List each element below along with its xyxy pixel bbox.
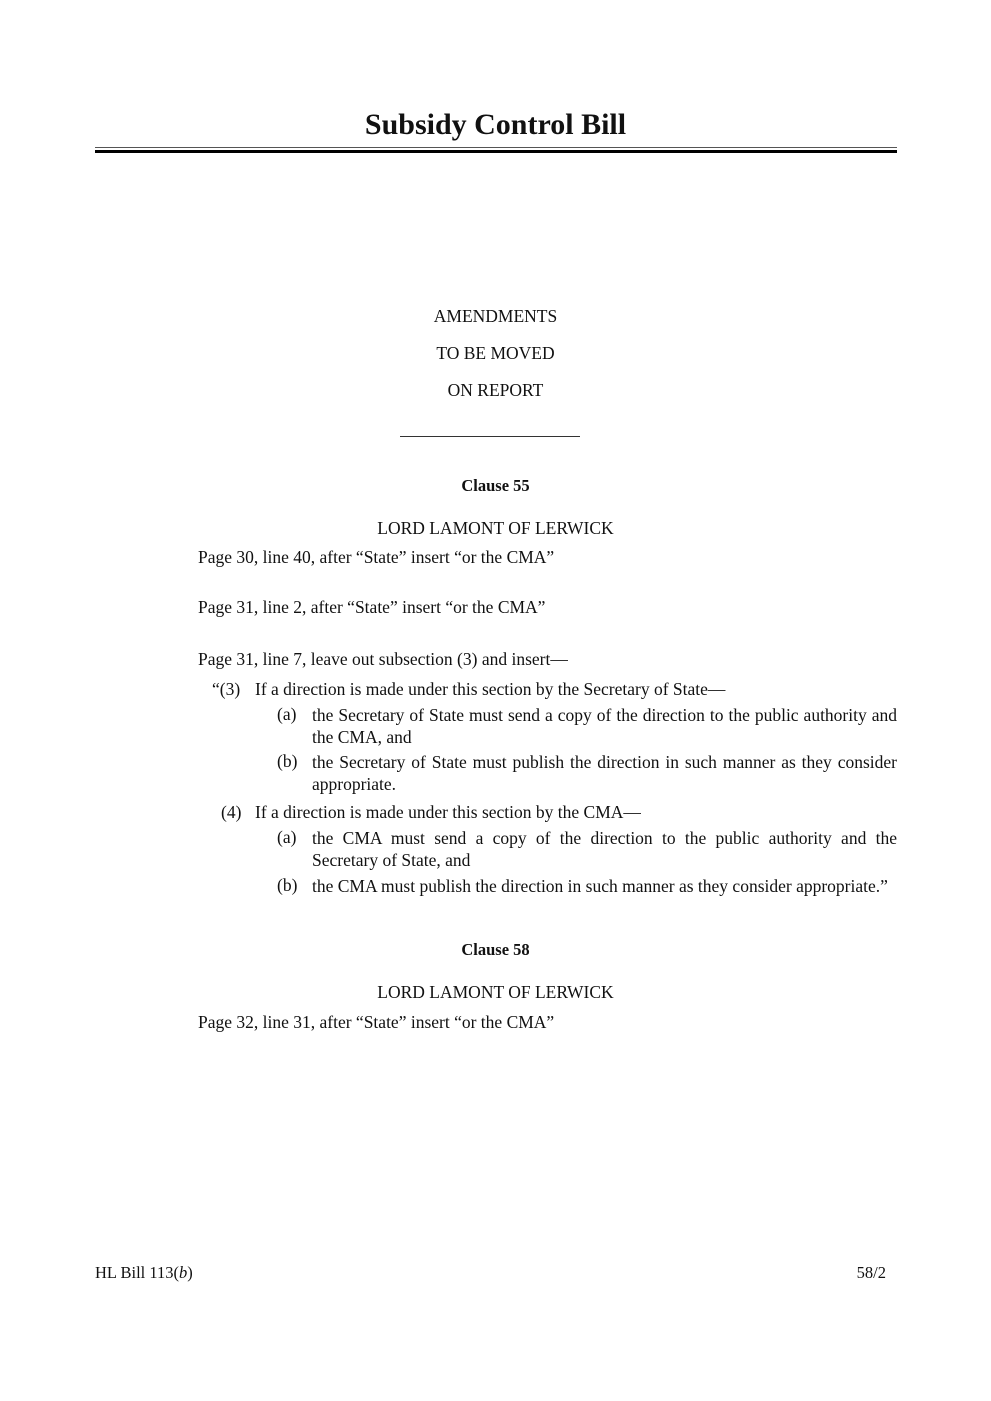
title-rule-thin bbox=[95, 147, 897, 148]
title-rule-thick bbox=[95, 150, 897, 153]
s4-para-a-text: the CMA must send a copy of the direction to the public authority and the Secretary of State, and bbox=[312, 828, 897, 870]
bill-number: HL Bill 113(b) bbox=[95, 1263, 193, 1282]
s3-para-a-label: (a) bbox=[277, 704, 297, 724]
heading-line-1: AMENDMENTS bbox=[433, 306, 558, 326]
clause-58-heading: Clause 58 bbox=[461, 940, 530, 959]
divider bbox=[400, 436, 580, 437]
page-reference: 58/2 bbox=[856, 1263, 886, 1282]
subsection-4-label: (4) bbox=[221, 802, 242, 822]
bill-title: Subsidy Control Bill bbox=[364, 108, 627, 141]
heading-line-2: TO BE MOVED bbox=[436, 343, 555, 363]
s4-para-b-label: (b) bbox=[277, 875, 298, 895]
s4-para-b-text: the CMA must publish the direction in such manner as they consider appropriate.” bbox=[312, 876, 888, 896]
clause-58-member: LORD LAMONT OF LERWICK bbox=[377, 982, 614, 1002]
subsection-3-text: If a direction is made under this section by the Secretary of State— bbox=[255, 679, 726, 699]
amendment-2: Page 31, line 2, after “State” insert “or the CMA” bbox=[198, 597, 546, 617]
s4-para-a-label: (a) bbox=[277, 827, 297, 847]
amendment-1: Page 30, line 40, after “State” insert “or the CMA” bbox=[198, 547, 555, 567]
subsection-4-text: If a direction is made under this section by the CMA— bbox=[255, 802, 641, 822]
amendment-4: Page 32, line 31, after “State” insert “or the CMA” bbox=[198, 1012, 555, 1032]
clause-55-heading: Clause 55 bbox=[461, 476, 530, 495]
s3-para-b-label: (b) bbox=[277, 751, 298, 771]
s3-para-a-text: the Secretary of State must send a copy of the direction to the public authority and the CMA, and bbox=[312, 705, 897, 747]
clause-55-member: LORD LAMONT OF LERWICK bbox=[377, 518, 614, 538]
heading-line-3: ON REPORT bbox=[447, 380, 544, 400]
subsection-3-label: “(3) bbox=[212, 679, 241, 699]
amendment-3: Page 31, line 7, leave out subsection (3) and insert— bbox=[198, 649, 568, 669]
s3-para-b-text: the Secretary of State must publish the direction in such manner as they consider appropriate. bbox=[312, 752, 897, 794]
